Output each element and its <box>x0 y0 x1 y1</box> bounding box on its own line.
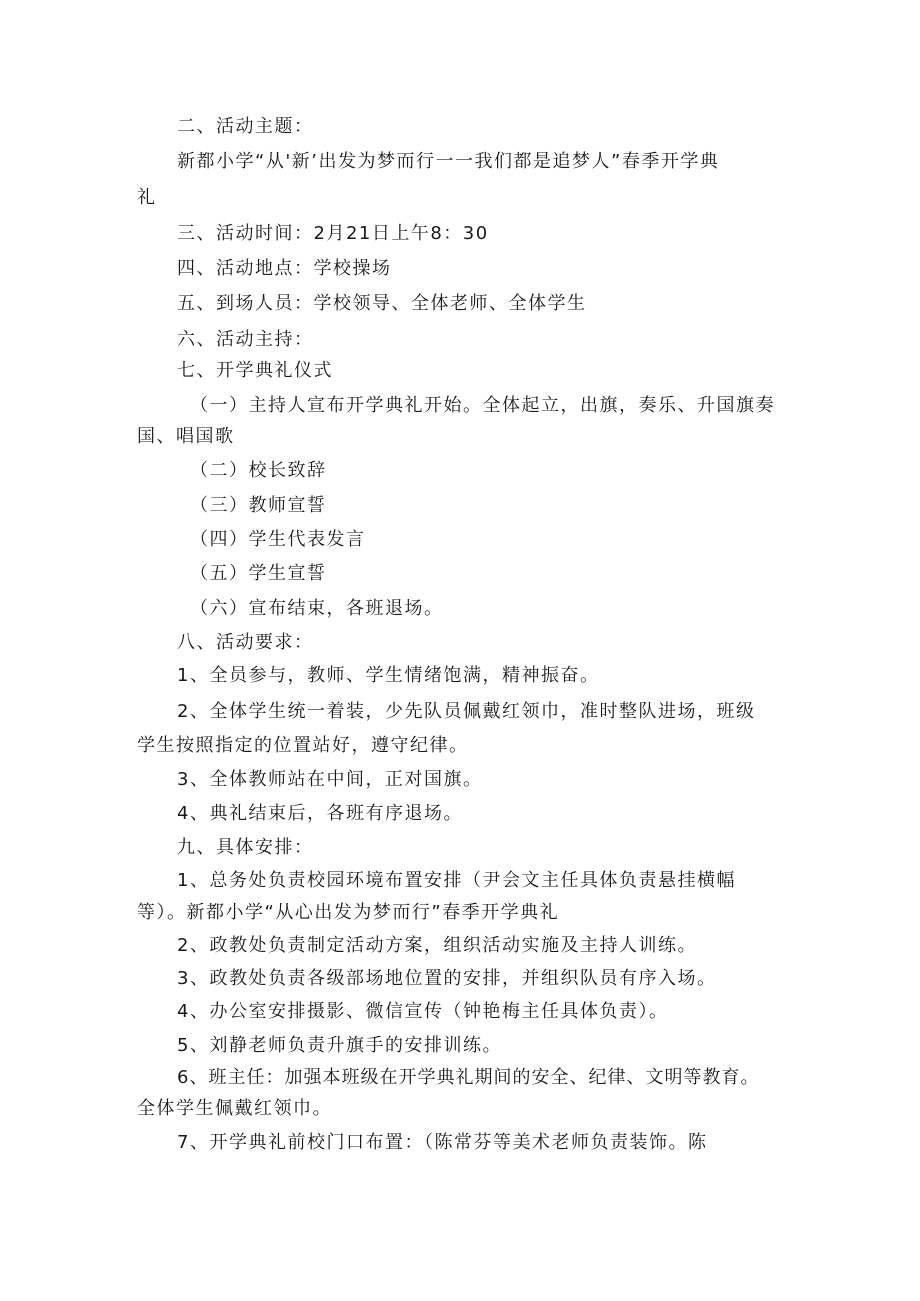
arrangement-7: 7、开学典礼前校门口布置：（陈常芬等美术老师负责装饰。陈 <box>177 1132 708 1153</box>
arrangement-5: 5、刘静老师负责升旗手的安排训练。 <box>177 1035 502 1056</box>
section-3-time: 三、活动时间：2月21日上午8：30 <box>177 223 489 244</box>
theme-line-1: 新都小学“从'新’出发为梦而行一一我们都是追梦人”春季开学典 <box>177 151 720 172</box>
arrangement-3: 3、政教处负责各级部场地位置的安排，并组织队员有序入场。 <box>177 968 717 989</box>
section-9-heading: 九、具体安排： <box>177 837 314 858</box>
theme-line-2: 礼 <box>137 187 157 208</box>
ceremony-item-4: （四）学生代表发言 <box>190 529 366 550</box>
section-4-place: 四、活动地点：学校操场 <box>177 258 392 279</box>
section-6-host: 六、活动主持： <box>177 329 314 350</box>
ceremony-item-2: （二）校长致辞 <box>190 460 327 481</box>
arrangement-6-line-1: 6、班主任：加强本班级在开学典礼期间的安全、纪律、文明等教育。 <box>177 1067 760 1088</box>
section-2-heading: 二、活动主题： <box>177 116 314 137</box>
ceremony-item-6: （六）宣布结束，各班退场。 <box>190 598 444 619</box>
requirement-2-line-2: 学生按照指定的位置站好，遵守纪律。 <box>137 735 469 756</box>
requirement-2-line-1: 2、全体学生统一着装，少先队员佩戴红领巾，准时整队进场，班级 <box>177 701 756 722</box>
section-7-heading: 七、开学典礼仪式 <box>177 360 333 381</box>
ceremony-item-1-line-1: （一）主持人宣布开学典礼开始。全体起立，出旗，奏乐、升国旗奏 <box>190 395 775 416</box>
arrangement-1-line-1: 1、总务处负责校园环境布置安排（尹会文主任具体负责悬挂横幅 <box>177 870 736 891</box>
section-5-attendees: 五、到场人员：学校领导、全体老师、全体学生 <box>177 293 587 314</box>
arrangement-6-line-2: 全体学生佩戴红领巾。 <box>137 1098 332 1119</box>
arrangement-1-line-2: 等）。新都小学“从心出发为梦而行”春季开学典礼 <box>137 902 560 923</box>
requirement-1: 1、全员参与，教师、学生情绪饱满，精神振奋。 <box>177 665 600 686</box>
arrangement-2: 2、政教处负责制定活动方案，组织活动实施及主持人训练。 <box>177 935 697 956</box>
ceremony-item-3: （三）教师宣誓 <box>190 495 327 516</box>
arrangement-4: 4、办公室安排摄影、微信宣传（钟艳梅主任具体负责）。 <box>177 1001 669 1022</box>
requirement-4: 4、典礼结束后，各班有序退场。 <box>177 803 463 824</box>
section-8-heading: 八、活动要求： <box>177 632 314 653</box>
requirement-3: 3、全体教师站在中间，正对国旗。 <box>177 769 483 790</box>
ceremony-item-5: （五）学生宣誓 <box>190 563 327 584</box>
ceremony-item-1-line-2: 国、唱国歌 <box>137 426 235 447</box>
